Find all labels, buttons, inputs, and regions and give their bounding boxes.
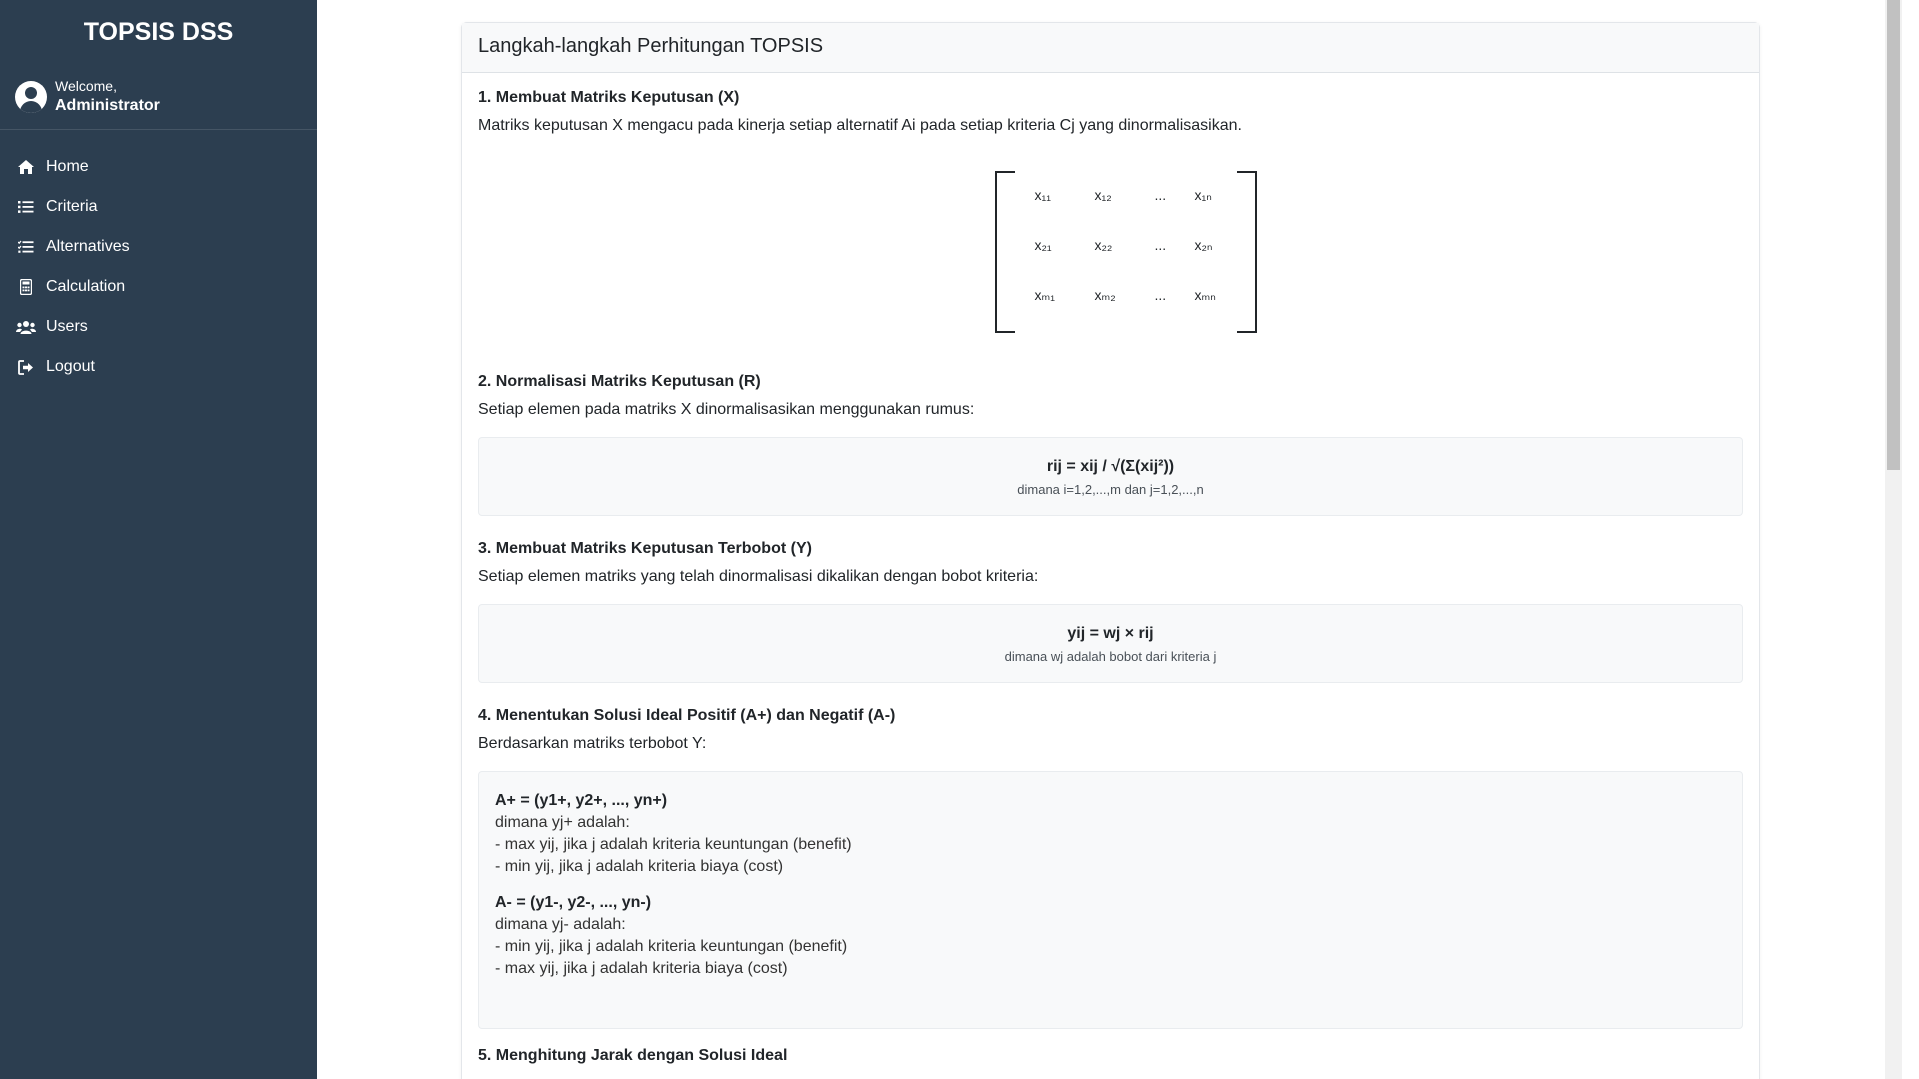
matrix-cell: x₁ₙ [1194, 187, 1212, 203]
scrollbar-thumb[interactable] [1887, 0, 1900, 470]
negative-ideal-formula: A- = (y1-, y2-, ..., yn-) [495, 894, 652, 911]
step-description: Berdasarkan matriks terbobot Y: [478, 735, 707, 752]
step-title: 1. Membuat Matriks Keputusan (X) [478, 89, 740, 106]
step-title: 2. Normalisasi Matriks Keputusan (R) [478, 373, 761, 390]
users-icon [15, 320, 37, 335]
matrix-cell: xₘₙ [1194, 287, 1216, 303]
logout-icon [15, 360, 37, 375]
sidebar-item-label: Calculation [46, 278, 126, 295]
positive-ideal-line: - min yij, jika j adalah kriteria biaya (cost) [495, 858, 784, 875]
sidebar-item-label: Users [46, 318, 88, 335]
step-title: 3. Membuat Matriks Keputusan Terbobot (Y) [478, 540, 812, 557]
tasks-icon [15, 240, 37, 254]
step-3 [478, 540, 1743, 683]
vertical-scrollbar[interactable] [1885, 0, 1902, 1079]
step-description: Setiap elemen pada matriks X dinormalisasikan menggunakan rumus: [478, 401, 975, 418]
step-title: 5. Menghitung Jarak dengan Solusi Ideal [478, 1047, 788, 1064]
sidebar-item-label: Alternatives [46, 238, 130, 255]
sidebar-item-label: Home [46, 158, 89, 175]
main-content [317, 0, 1902, 1079]
card-title: Langkah-langkah Perhitungan TOPSIS [462, 23, 1759, 73]
positive-ideal-formula: A+ = (y1+, y2+, ..., yn+) [495, 792, 668, 809]
formula-note: dimana wj adalah bobot dari kriteria j [1004, 649, 1217, 664]
welcome-text: Welcome, [55, 78, 117, 94]
ideal-solution-box [478, 771, 1743, 1029]
decision-matrix [995, 171, 1257, 333]
home-icon [15, 159, 37, 175]
negative-ideal-line: dimana yj- adalah: [495, 916, 626, 933]
sidebar-item-label: Criteria [46, 198, 98, 215]
calculator-icon [15, 279, 37, 295]
topsis-steps-card [461, 22, 1760, 1079]
matrix-cell: x₁₂ [1094, 187, 1112, 203]
formula: rij = xij / √(Σ(xij²)) [1046, 458, 1175, 475]
sidebar-item-alternatives[interactable] [0, 227, 317, 267]
step-5 [478, 1047, 1743, 1065]
sidebar-item-label: Logout [46, 358, 95, 375]
matrix-cell: ... [1154, 287, 1167, 303]
step-4 [478, 707, 1743, 1029]
matrix-cell: x₂₁ [1034, 237, 1052, 253]
matrix-cell: ... [1154, 187, 1167, 203]
matrix-cell: x₂ₙ [1194, 237, 1213, 253]
sidebar [0, 0, 317, 1079]
formula-box [478, 604, 1743, 683]
matrix-cell: x₁₁ [1034, 187, 1051, 203]
matrix-cell: xₘ₂ [1094, 287, 1116, 303]
sidebar-item-users[interactable] [0, 307, 317, 347]
matrix-cell: ... [1154, 237, 1167, 253]
matrix-cell: xₘ₁ [1034, 287, 1055, 303]
user-avatar-icon [15, 81, 47, 113]
sidebar-nav [0, 130, 317, 387]
username: Administrator [55, 97, 160, 114]
list-icon [15, 200, 37, 214]
negative-ideal-line: - min yij, jika j adalah kriteria keuntungan (benefit) [495, 938, 848, 955]
positive-ideal-line: dimana yj+ adalah: [495, 814, 630, 831]
sidebar-item-calculation[interactable] [0, 267, 317, 307]
user-block [0, 63, 317, 130]
brand-title[interactable]: TOPSIS DSS [83, 18, 234, 46]
sidebar-item-logout[interactable] [0, 347, 317, 387]
step-title: 4. Menentukan Solusi Ideal Positif (A+) dan Negatif (A-) [478, 707, 896, 724]
matrix-cell: x₂₂ [1094, 237, 1113, 253]
step-description: Setiap elemen matriks yang telah dinormalisasi dikalikan dengan bobot kriteria: [478, 568, 1039, 585]
negative-ideal-line: - max yij, jika j adalah kriteria biaya (cost) [495, 960, 788, 977]
sidebar-item-home[interactable] [0, 147, 317, 187]
step-1 [478, 89, 1743, 333]
formula: yij = wj × rij [1067, 625, 1154, 642]
step-2 [478, 373, 1743, 516]
formula-box [478, 437, 1743, 516]
formula-note: dimana i=1,2,...,m dan j=1,2,...,n [1017, 482, 1204, 497]
positive-ideal-line: - max yij, jika j adalah kriteria keuntungan (benefit) [495, 836, 852, 853]
step-description: Matriks keputusan X mengacu pada kinerja setiap alternatif Ai pada setiap kriteria Cj yang dinormalisasikan. [478, 117, 1242, 134]
sidebar-item-criteria[interactable] [0, 187, 317, 227]
